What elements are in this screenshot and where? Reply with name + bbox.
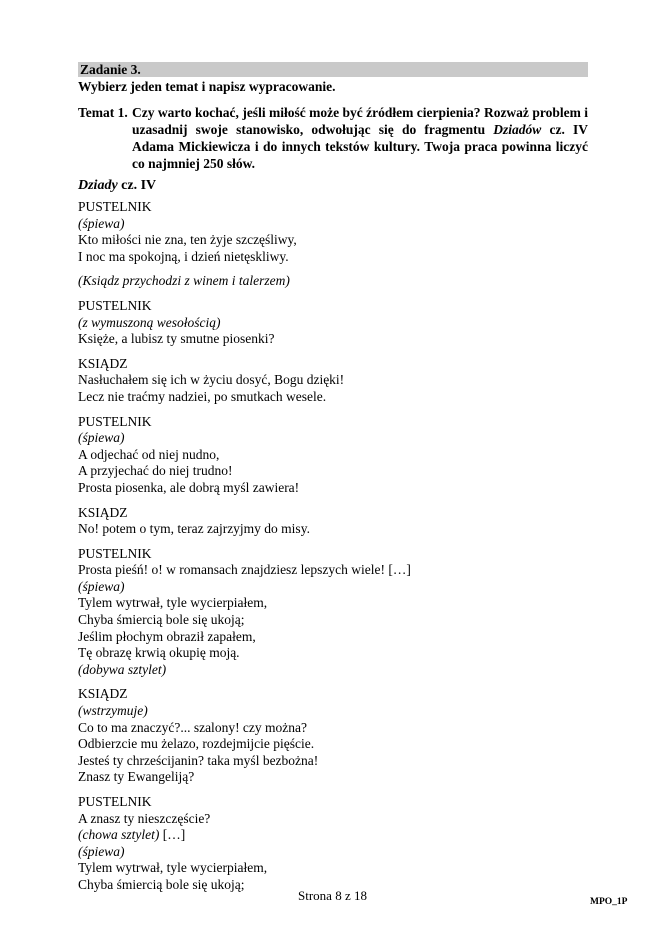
verse-line	[78, 645, 598, 662]
stage-direction-text: (dobywa sztylet)	[78, 661, 167, 677]
speaker-name-text: PUSTELNIK	[78, 794, 152, 809]
stage-direction-text: (śpiewa)	[78, 578, 125, 594]
stage-direction-text: (Ksiądz przychodzi z winem i talerzem)	[78, 273, 290, 289]
stage-direction	[78, 315, 598, 332]
stage-direction	[78, 844, 598, 861]
topic-text-part1: Czy warto kochać, jeśli miłość może być źródłem cierpienia? Rozważ problem i uzasadnij swoje stanowisko, odwołując się do fragmentu	[132, 105, 588, 137]
drama-block	[78, 356, 598, 406]
verse-line-text: Chyba śmiercią bole się ukoją;	[78, 876, 245, 892]
topic-text-part2: cz. IV Adama Mickiewicza i do innych tekstów kultury. Twoja praca powinna liczyć co najmniej 250 słów.	[132, 122, 588, 171]
verse-line-text: Tylem wytrwał, tyle wycierpiałem,	[78, 595, 268, 611]
work-title-rest: cz. IV	[117, 178, 157, 193]
speaker-name-text: PUSTELNIK	[78, 199, 152, 214]
verse-line-text: A odjechać od niej nudno,	[78, 446, 220, 462]
speaker-name-text: PUSTELNIK	[78, 545, 152, 561]
stage-direction	[78, 827, 598, 844]
stage-direction	[78, 579, 598, 596]
verse-line-text: No! potem o tym, teraz zajrzyjmy do misy.	[78, 521, 310, 537]
verse-line-text: Odbierzcie mu żelazo, rozdejmijcie pięście.	[78, 736, 315, 752]
speaker-name	[78, 298, 598, 315]
drama-block	[78, 273, 598, 290]
verse-line	[78, 595, 598, 612]
verse-line	[78, 447, 598, 464]
speaker-name	[78, 414, 598, 431]
verse-line	[78, 860, 598, 877]
topic-text-title: Dziadów	[493, 122, 542, 137]
verse-line	[78, 463, 598, 480]
stage-direction	[78, 662, 598, 679]
verse-line-text: Nasłuchałem się ich w życiu dosyć, Bogu dzięki!	[78, 372, 345, 388]
stage-direction	[78, 273, 598, 290]
verse-line-text: Co to ma znaczyć?... szalony! czy można?	[78, 719, 308, 735]
stage-direction	[78, 216, 598, 233]
verse-line	[78, 249, 598, 266]
verse-line	[78, 562, 598, 579]
verse-line-text: Jesteś ty chrześcijanin? taka myśl bezbożna!	[78, 752, 319, 768]
ellipsis-mark: […]	[159, 827, 186, 843]
verse-line	[78, 753, 598, 770]
verse-line-text: A przyjechać do niej trudno!	[78, 463, 233, 479]
verse-line-text: Prosta piosenka, ale dobrą myśl zawiera!	[78, 479, 300, 495]
stage-direction	[78, 703, 598, 720]
verse-line	[78, 232, 598, 249]
stage-direction-text: (chowa sztylet)	[78, 827, 160, 843]
stage-direction-text: (śpiewa)	[78, 215, 125, 231]
stage-direction	[78, 430, 598, 447]
verse-line-text: Kto miłości nie zna, ten żyje szczęśliwy,	[78, 232, 297, 248]
drama-block	[78, 199, 598, 265]
drama-block	[78, 794, 598, 894]
verse-line-text: Chyba śmiercią bole się ukoją;	[78, 612, 245, 628]
verse-line	[78, 736, 598, 753]
stage-direction-text: (śpiewa)	[78, 430, 125, 446]
speaker-name	[78, 546, 598, 563]
stage-direction-text: (z wymuszoną wesołością)	[78, 314, 221, 330]
exam-code: MPO_1P	[590, 897, 628, 907]
verse-line	[78, 811, 598, 828]
drama-block	[78, 298, 598, 348]
verse-line	[78, 521, 598, 538]
verse-line	[78, 480, 598, 497]
verse-line-text: A znasz ty nieszczęście?	[78, 810, 211, 826]
task-instruction: Wybierz jeden temat i napisz wypracowanie.	[78, 79, 336, 94]
verse-line	[78, 331, 598, 348]
verse-line-text: Znasz ty Ewangeliją?	[78, 769, 195, 785]
verse-line-text: Księże, a lubisz ty smutne piosenki?	[78, 331, 275, 347]
speaker-name-text: PUSTELNIK	[78, 297, 152, 313]
verse-line	[78, 720, 598, 737]
verse-line-text: I noc ma spokojną, i dzień nietęskliwy.	[78, 248, 289, 264]
stage-direction-text: (śpiewa)	[78, 843, 125, 859]
speaker-name-text: KSIĄDZ	[78, 504, 128, 520]
page-number: Strona 8 z 18	[298, 888, 367, 903]
drama-block	[78, 505, 598, 538]
verse-line	[78, 629, 598, 646]
speaker-name-text: KSIĄDZ	[78, 355, 128, 371]
work-title-italic: Dziady	[78, 178, 118, 193]
speaker-name	[78, 686, 598, 703]
topic-label: Temat 1.	[78, 105, 128, 120]
verse-line-text: Tę obrazę krwią okupię moją.	[78, 645, 240, 661]
verse-line-text: Lecz nie traćmy nadziei, po smutkach wesele.	[78, 388, 327, 404]
speaker-name	[78, 199, 598, 216]
task-title: Zadanie 3.	[80, 62, 141, 77]
verse-line	[78, 372, 598, 389]
speaker-name-text: KSIĄDZ	[78, 686, 128, 702]
work-title	[78, 177, 156, 194]
stage-direction-text: (wstrzymuje)	[78, 703, 148, 719]
verse-line-text: Prosta pieśń! o! w romansach znajdziesz lepszych wiele! […]	[78, 562, 411, 578]
verse-line-text: Jeślim płochym obraził zapałem,	[78, 628, 256, 644]
speaker-name	[78, 356, 598, 373]
speaker-name	[78, 794, 598, 811]
task-header-bar	[78, 62, 588, 77]
drama-block	[78, 546, 598, 679]
verse-line	[78, 389, 598, 406]
topic-text	[132, 104, 588, 172]
drama-block	[78, 686, 598, 786]
drama-excerpt	[78, 199, 598, 902]
speaker-name	[78, 505, 598, 522]
drama-block	[78, 414, 598, 497]
verse-line-text: Tylem wytrwał, tyle wycierpiałem,	[78, 860, 268, 876]
verse-line	[78, 612, 598, 629]
speaker-name-text: PUSTELNIK	[78, 413, 152, 429]
verse-line	[78, 769, 598, 786]
